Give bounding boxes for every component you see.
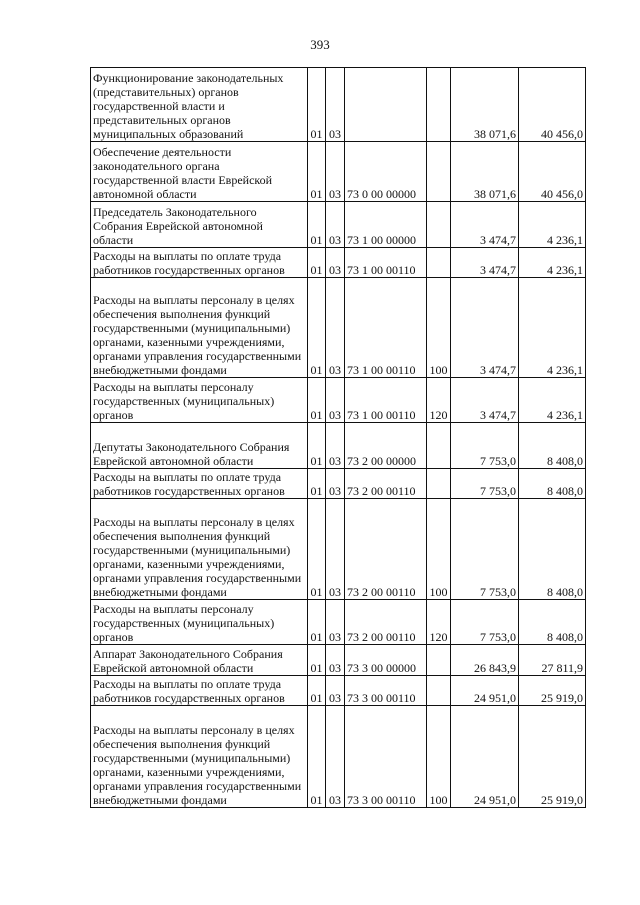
- row-name: Обеспечение деятельности законодательного органа государственной власти Еврейской автономной области: [91, 142, 308, 202]
- row-amount-year1: 7 753,0: [451, 600, 519, 645]
- row-subsection: 03: [326, 378, 345, 423]
- row-name: Депутаты Законодательного Собрания Еврейской автономной области: [91, 423, 308, 469]
- row-amount-year1: 24 951,0: [451, 676, 519, 706]
- row-amount-year2: 27 811,9: [519, 645, 586, 676]
- table-row: [91, 278, 586, 378]
- row-subsection: 03: [326, 423, 345, 469]
- row-target-article: 73 1 00 00000: [345, 202, 427, 248]
- row-subsection: 03: [326, 248, 345, 278]
- table-row: [91, 706, 586, 808]
- row-target-article: 73 3 00 00110: [345, 676, 427, 706]
- row-section: 01: [308, 278, 326, 378]
- table-row: [91, 248, 586, 278]
- row-amount-year1: 38 071,6: [451, 142, 519, 202]
- row-section: 01: [308, 378, 326, 423]
- row-subsection: 03: [326, 68, 345, 142]
- row-amount-year2: 8 408,0: [519, 423, 586, 469]
- row-target-article: 73 3 00 00000: [345, 645, 427, 676]
- row-amount-year1: 3 474,7: [451, 278, 519, 378]
- row-subsection: 03: [326, 499, 345, 600]
- row-expense-type: 120: [427, 600, 451, 645]
- row-name: Расходы на выплаты персоналу в целях обеспечения выполнения функций государственными (муниципальными) органами, казенными учреждениями, органами управления государственными внебюджетными фондами: [91, 278, 308, 378]
- row-name: Расходы на выплаты персоналу в целях обеспечения выполнения функций государственными (муниципальными) органами, казенными учреждениями, органами управления государственными внебюджетными фондами: [91, 499, 308, 600]
- row-target-article: 73 1 00 00110: [345, 378, 427, 423]
- row-amount-year2: 8 408,0: [519, 600, 586, 645]
- row-amount-year2: 25 919,0: [519, 706, 586, 808]
- row-target-article: 73 2 00 00110: [345, 600, 427, 645]
- row-expense-type: [427, 645, 451, 676]
- table-row: [91, 202, 586, 248]
- row-expense-type: 120: [427, 378, 451, 423]
- row-amount-year1: 26 843,9: [451, 645, 519, 676]
- row-expense-type: [427, 142, 451, 202]
- table-row: [91, 499, 586, 600]
- row-amount-year1: 38 071,6: [451, 68, 519, 142]
- table-row: [91, 645, 586, 676]
- row-name: Расходы на выплаты персоналу государственных (муниципальных) органов: [91, 378, 308, 423]
- row-expense-type: 100: [427, 278, 451, 378]
- row-target-article: 73 1 00 00110: [345, 248, 427, 278]
- row-target-article: [345, 68, 427, 142]
- row-subsection: 03: [326, 706, 345, 808]
- row-target-article: 73 1 00 00110: [345, 278, 427, 378]
- table-row: [91, 378, 586, 423]
- row-subsection: 03: [326, 600, 345, 645]
- row-amount-year1: 7 753,0: [451, 499, 519, 600]
- row-name: Расходы на выплаты по оплате труда работников государственных органов: [91, 676, 308, 706]
- row-amount-year2: 4 236,1: [519, 378, 586, 423]
- row-section: 01: [308, 423, 326, 469]
- row-expense-type: [427, 676, 451, 706]
- row-amount-year2: 40 456,0: [519, 142, 586, 202]
- row-expense-type: [427, 68, 451, 142]
- row-expense-type: [427, 423, 451, 469]
- row-name: Председатель Законодательного Собрания Еврейской автономной области: [91, 202, 308, 248]
- row-section: 01: [308, 645, 326, 676]
- table-row: [91, 676, 586, 706]
- row-amount-year2: 4 236,1: [519, 248, 586, 278]
- row-name: Расходы на выплаты по оплате труда работников государственных органов: [91, 469, 308, 499]
- row-subsection: 03: [326, 645, 345, 676]
- row-amount-year1: 7 753,0: [451, 469, 519, 499]
- row-section: 01: [308, 600, 326, 645]
- row-section: 01: [308, 469, 326, 499]
- row-amount-year1: 7 753,0: [451, 423, 519, 469]
- row-subsection: 03: [326, 469, 345, 499]
- row-section: 01: [308, 68, 326, 142]
- row-section: 01: [308, 676, 326, 706]
- budget-table: [90, 67, 586, 808]
- row-expense-type: [427, 248, 451, 278]
- row-amount-year2: 40 456,0: [519, 68, 586, 142]
- table-row: [91, 600, 586, 645]
- row-amount-year2: 8 408,0: [519, 469, 586, 499]
- row-expense-type: 100: [427, 499, 451, 600]
- row-section: 01: [308, 202, 326, 248]
- row-amount-year2: 25 919,0: [519, 676, 586, 706]
- row-section: 01: [308, 248, 326, 278]
- row-expense-type: [427, 469, 451, 499]
- row-amount-year1: 3 474,7: [451, 378, 519, 423]
- row-name: Расходы на выплаты по оплате труда работников государственных органов: [91, 248, 308, 278]
- row-subsection: 03: [326, 202, 345, 248]
- row-name: Функционирование законодательных (представительных) органов государственной власти и представительных органов муниципальных образований: [91, 68, 308, 142]
- row-target-article: 73 2 00 00110: [345, 499, 427, 600]
- row-section: 01: [308, 706, 326, 808]
- row-subsection: 03: [326, 676, 345, 706]
- row-amount-year2: 8 408,0: [519, 499, 586, 600]
- table-row: [91, 423, 586, 469]
- row-target-article: 73 0 00 00000: [345, 142, 427, 202]
- table-body: [91, 68, 586, 808]
- table-row: [91, 68, 586, 142]
- table-row: [91, 469, 586, 499]
- row-name: Расходы на выплаты персоналу государственных (муниципальных) органов: [91, 600, 308, 645]
- row-amount-year1: 3 474,7: [451, 248, 519, 278]
- row-target-article: 73 2 00 00110: [345, 469, 427, 499]
- row-amount-year2: 4 236,1: [519, 278, 586, 378]
- row-name: Аппарат Законодательного Собрания Еврейской автономной области: [91, 645, 308, 676]
- row-subsection: 03: [326, 142, 345, 202]
- row-amount-year1: 24 951,0: [451, 706, 519, 808]
- row-target-article: 73 2 00 00000: [345, 423, 427, 469]
- row-section: 01: [308, 142, 326, 202]
- page-number: 393: [310, 37, 330, 52]
- row-subsection: 03: [326, 278, 345, 378]
- row-amount-year2: 4 236,1: [519, 202, 586, 248]
- row-amount-year1: 3 474,7: [451, 202, 519, 248]
- row-target-article: 73 3 00 00110: [345, 706, 427, 808]
- row-expense-type: 100: [427, 706, 451, 808]
- table-row: [91, 142, 586, 202]
- row-name: Расходы на выплаты персоналу в целях обеспечения выполнения функций государственными (муниципальными) органами, казенными учреждениями, органами управления государственными внебюджетными фондами: [91, 706, 308, 808]
- row-section: 01: [308, 499, 326, 600]
- row-expense-type: [427, 202, 451, 248]
